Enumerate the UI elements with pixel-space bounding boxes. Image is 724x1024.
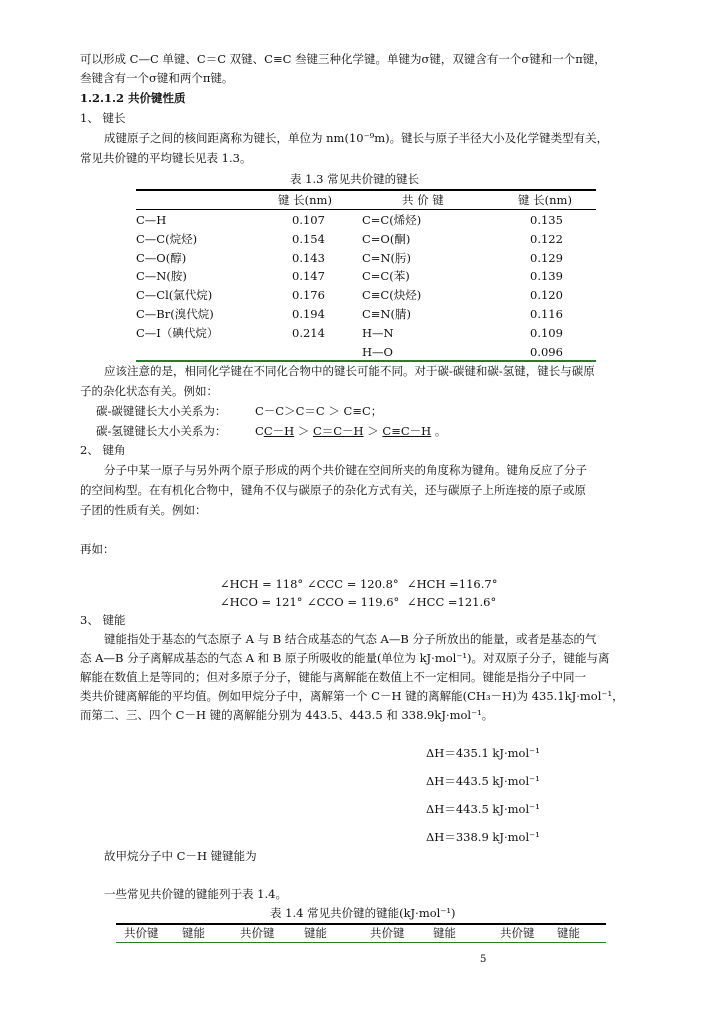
table14-h6: 键能 — [433, 926, 456, 940]
table14-caption: 表 1.4 常见共价键的键能(kJ·mol⁻¹) — [270, 906, 456, 920]
ch-end: 。 — [434, 424, 447, 438]
dh-value-3: ΔH＝443.5 kJ·mol⁻¹ — [426, 802, 540, 816]
table13-cell-bond1: C—O(醇) — [136, 250, 187, 265]
ch-2: C＝C－H — [312, 424, 364, 438]
bond-energy-para-2: 态 A—B 分子离解成基态的气态 A 和 B 原子所吸收的能量(单位为 kJ·mol⁻¹)。对双原子分子，键能与离 — [80, 651, 610, 665]
table13-cell-len2: 0.096 — [530, 344, 563, 359]
angle-r2-c2: ∠CCO = 119.6° — [307, 595, 400, 609]
table13-cell-bond2: C=N(肟) — [362, 250, 411, 265]
table13-cell-bond1: C—I（碘代烷） — [136, 325, 219, 340]
table13-header-len2: 键 长(nm) — [518, 193, 572, 207]
table14-h2: 键能 — [182, 926, 205, 940]
ch-label: 碳-氢键键长大小关系为： — [96, 424, 227, 438]
ch-value — [255, 424, 446, 439]
bond-angle-para-3: 子团的性质有关。例如： — [80, 503, 207, 517]
table13-cell-len2: 0.139 — [530, 269, 563, 284]
table13-cell-len1: 0.154 — [292, 231, 325, 246]
page-number: 5 — [480, 954, 487, 965]
bond-length-para-1: 成键原子之间的核间距离称为键长，单位为 nm(10⁻⁹m)。键长与原子半径大小及化学键类型有关， — [104, 131, 609, 145]
bond-length-para-2: 常见共价键的平均键长见表 1.3。 — [80, 151, 252, 165]
table13-cell-len1: 0.176 — [292, 288, 325, 303]
again-label: 再如： — [80, 542, 115, 556]
bond-energy-para-4: 类共价键离解能的平均值。例如甲烷分子中，离解第一个 C－H 键的离解能(CH₃－H)为 435.1kJ·mol⁻¹， — [80, 689, 624, 703]
table13-cell-len1: 0.147 — [292, 269, 325, 284]
table13-cell-bond2: H—N — [362, 325, 394, 340]
ch-gt-2: ＞ — [367, 424, 379, 438]
dh-value-1: ΔH＝435.1 kJ·mol⁻¹ — [426, 746, 540, 760]
table13-cell-bond2: H—O — [362, 344, 393, 359]
table13-cell-bond2: C=O(酮) — [362, 231, 411, 246]
ch-prefix: C — [255, 424, 264, 438]
table13-cell-len2: 0.135 — [530, 213, 563, 227]
angle-r2-c1: ∠HCO = 121° — [220, 595, 303, 609]
cc-label: 碳-碳键键长大小关系为： — [96, 404, 227, 418]
table13-cell-bond1: C—Cl(氯代烷) — [136, 288, 213, 303]
table14-top-rule — [116, 923, 606, 925]
bond-angle-para-2: 的空间构型。在有机化合物中，键角不仅与碳原子的杂化方式有关，还与碳原子上所连接的原子或原 — [80, 483, 586, 497]
table13-bottom-rule — [136, 360, 596, 362]
conclusion: 故甲烷分子中 C－H 键键能为 — [104, 849, 257, 863]
table14-h8: 键能 — [557, 926, 580, 940]
table13-cell-bond1: C—Br(溴代烷) — [136, 307, 214, 321]
table13-header-bond2: 共 价 键 — [402, 193, 444, 207]
dh-value-2: ΔH＝443.5 kJ·mol⁻¹ — [426, 774, 540, 788]
angle-r2-c3: ∠HCC =121.6° — [407, 595, 497, 609]
note-line-1: 应该注意的是，相同化学键在不同化合物中的键长可能不同。对于碳-碳键和碳-氢键，键长与碳原 — [104, 364, 595, 378]
table13-cell-len2: 0.120 — [530, 288, 563, 303]
dh-value-4: ΔH＝338.9 kJ·mol⁻¹ — [426, 830, 540, 844]
angle-r1-c3: ∠HCH =116.7° — [407, 577, 498, 591]
bond-angle-para-1: 分子中某一原子与另外两个原子形成的两个共价键在空间所夹的角度称为键角。键角反应了分子 — [104, 463, 587, 477]
table13-header-rule — [136, 209, 596, 210]
table14-h7: 共价键 — [500, 926, 535, 940]
table13-cell-bond1: C—N(胺) — [136, 269, 187, 284]
table13-cell-bond2: C=C(烯烃) — [362, 213, 422, 227]
bond-energy-para-1: 键能指处于基态的气态原子 A 与 B 结合成基态的气态 A—B 分子所放出的能量，或者是基态的气 — [104, 632, 597, 646]
bond-energy-para-3: 解能在数值上是等同的；但对多原子分子，键能与离解能在数值上不一定相同。键能是指分子中同一 — [80, 670, 586, 684]
bond-angle-heading: 2、 键角 — [80, 443, 126, 457]
table13-cell-len1: 0.194 — [292, 307, 325, 321]
note-line-2: 子的杂化状态有关。例如： — [80, 384, 218, 398]
table13-cell-len1: 0.214 — [292, 325, 325, 340]
intro-line-2: 叁键含有一个σ键和两个π键。 — [80, 71, 234, 85]
table13-cell-len1: 0.143 — [292, 250, 325, 265]
bond-length-heading: 1、 键长 — [80, 111, 126, 125]
table13-cell-bond2: C=C(苯) — [362, 269, 410, 284]
table13-cell-len2: 0.116 — [530, 307, 563, 321]
table13-caption: 表 1.3 常见共价键的键长 — [290, 172, 420, 186]
table13-cell-len2: 0.109 — [530, 325, 563, 340]
table13-cell-bond2: C≡C(炔烃) — [362, 288, 422, 303]
section-heading: 1.2.1.2 共价键性质 — [80, 91, 186, 105]
table13-cell-len2: 0.122 — [530, 231, 563, 246]
angle-r1-c2: ∠CCC = 120.8° — [307, 577, 399, 591]
table13-cell-bond1: C—C(烷烃) — [136, 231, 198, 246]
cc-value: C－C＞C＝C ＞ C≡C； — [255, 404, 383, 418]
table14-h4: 键能 — [304, 926, 327, 940]
table14-h1: 共价键 — [124, 926, 159, 940]
angle-r1-c1: ∠HCH = 118° — [220, 577, 304, 591]
table13-top-rule — [136, 189, 596, 191]
ch-gt-1: ＞ — [297, 424, 310, 438]
bond-energy-heading: 3、 键能 — [80, 613, 126, 627]
table14-header-rule — [116, 942, 606, 943]
table13-header-len1: 键 长(nm) — [278, 193, 332, 207]
intro-line-1: 可以形成 C—C 单键、C＝C 双键、C≡C 叁键三种化学键。单键为σ键，双键含有一个σ键和一个π键， — [80, 52, 606, 66]
table13-cell-bond2: C≡N(腈) — [362, 307, 411, 321]
table14-h5: 共价键 — [370, 926, 405, 940]
table13-cell-len1: 0.107 — [292, 213, 325, 227]
ch-1: C－H — [263, 424, 295, 438]
ch-3: C≡C－H — [382, 424, 432, 438]
table13-cell-len2: 0.129 — [530, 250, 563, 265]
bond-energy-para-5: 而第二、三、四个 C－H 键的离解能分别为 443.5、443.5 和 338.9kJ·mol⁻¹。 — [80, 708, 494, 722]
table14-intro: 一些常见共价键的键能列于表 1.4。 — [104, 887, 287, 901]
table14-h3: 共价键 — [240, 926, 275, 940]
table13-cell-bond1: C—H — [136, 213, 167, 227]
